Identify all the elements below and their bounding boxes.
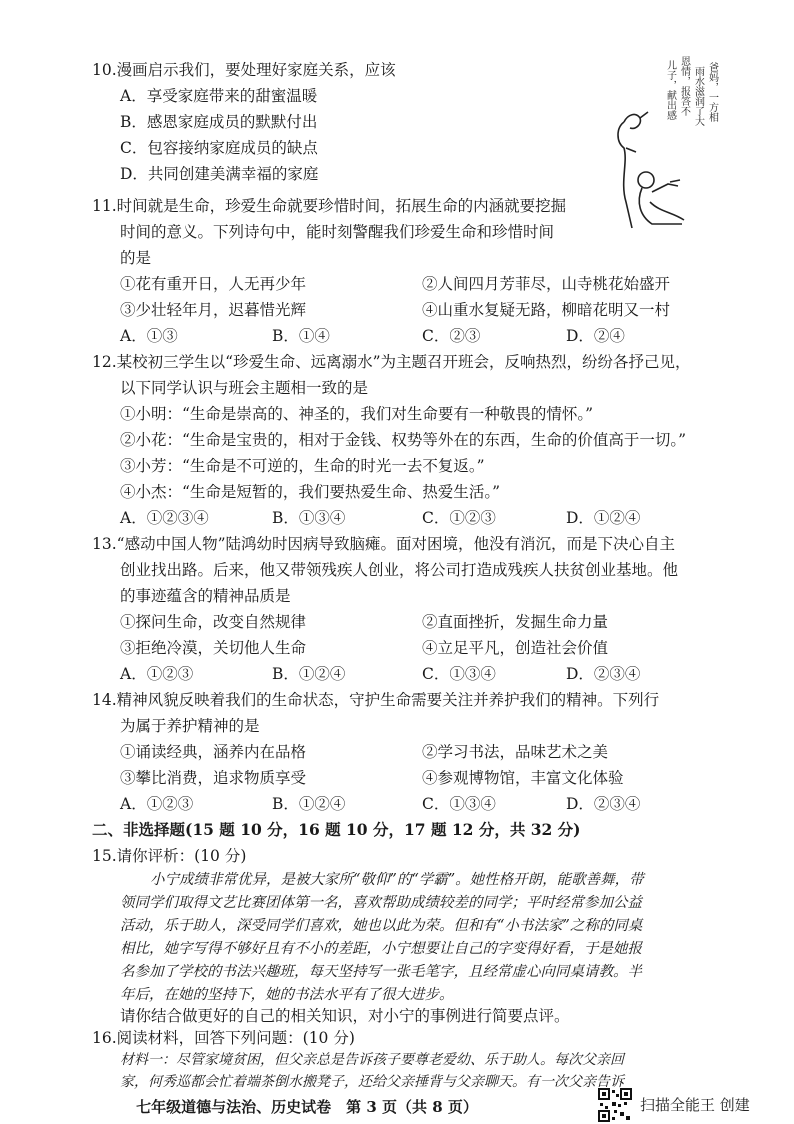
q12-item-4: ④小杰：“生命是短暂的，我们要热爱生命、热爱生活。” (120, 483, 501, 501)
q10-option-b: B．感恩家庭成员的默默付出 (120, 113, 318, 131)
q13-item-2: ②直面挫折，发掘生命力量 (422, 613, 609, 631)
q12-options (0, 505, 794, 531)
q16-para-line-2: 家，何秀巡都会忙着端茶倒水搬凳子，还给父亲捶背与父亲聊天。有一次父亲告诉 (120, 1074, 624, 1090)
q13-option-c: C．①③④ (422, 665, 496, 683)
q11-item-3: ③少壮轻年月，迟暮惜光辉 (120, 301, 307, 319)
cartoon-text-col-4: 儿子，献出感 (664, 60, 676, 120)
q13-stem-line-2: 创业找出路。后来，他又带领残疾人创业，将公司打造成残疾人扶贫创业基地。他 (120, 561, 679, 579)
page-footer: 七年级道德与法治、历史试卷 第 3 页（共 8 页） (136, 1098, 478, 1116)
q14-option-d: D．②③④ (566, 795, 641, 813)
q14-stem-line-1: 14.精神风貌反映着我们的生命状态，守护生命需要关注并养护我们的精神。下列行 (92, 691, 660, 709)
q15-para-line-1: 小宁成绩非常优异，是被大家所“敬仰”的“学霸”。她性格开朗，能歌善舞，带 (150, 872, 644, 888)
q11-item-1: ①花有重开日，人无再少年 (120, 275, 307, 293)
q10-option-a: A．享受家庭带来的甜蜜温暖 (120, 87, 318, 105)
q11-stem-line-1: 11.时间就是生命，珍爱生命就要珍惜时间，拓展生命的内涵就要挖掘 (92, 197, 567, 215)
q13-stem-line-3: 的事迹蕴含的精神品质是 (120, 587, 291, 605)
q14-item-1: ①诵读经典，涵养内在品格 (120, 743, 307, 761)
cartoon-text-col-2: 雨水滋润了大 (692, 66, 704, 126)
q10-stem: 10.漫画启示我们，要处理好家庭关系，应该 (92, 61, 396, 79)
q11-option-c: C．②③ (422, 327, 481, 345)
qr-code-icon (598, 1088, 632, 1122)
q14-item-4: ④参观博物馆，丰富文化体验 (422, 769, 624, 787)
q11-option-a: A．①③ (120, 327, 178, 345)
q15-title: 15.请你评析：(10 分) (92, 847, 247, 865)
q15-para-line-4: 相比，她字写得不够好且有不小的差距，小宁想要让自己的字变得好看，于是她报 (120, 941, 642, 957)
q12-item-2: ②小花：“生命是宝贵的，相对于金钱、权势等外在的东西，生命的价值高于一切。” (120, 431, 687, 449)
q13-item-1: ①探问生命，改变自然规律 (120, 613, 307, 631)
q12-stem-line-2: 以下同学认识与班会主题相一致的是 (120, 379, 369, 397)
q16-title: 16.阅读材料，回答下列问题：(10 分) (92, 1029, 355, 1047)
q11-option-d: D．②④ (566, 327, 625, 345)
q12-option-b: B．①③④ (272, 509, 346, 527)
q13-option-a: A．①②③ (120, 665, 194, 683)
q14-item-3: ③攀比消费，追求物质享受 (120, 769, 307, 787)
q14-options (0, 791, 794, 817)
q11-item-4: ④山重水复疑无路，柳暗花明又一村 (422, 301, 671, 319)
q16-para-line-1: 材料一：尽管家境贫困，但父亲总是告诉孩子要尊老爱幼、乐于助人。每次父亲回 (120, 1052, 624, 1068)
cartoon-drawing (618, 112, 684, 228)
q13-item-3: ③拒绝冷漠，关切他人生命 (120, 639, 307, 657)
q12-option-d: D．①②④ (566, 509, 641, 527)
q13-options (0, 661, 794, 687)
q11-option-b: B．①④ (272, 327, 330, 345)
q15-para-line-2: 领同学们取得文艺比赛团体第一名，喜欢帮助成绩较差的同学；平时经常参加公益 (120, 895, 642, 911)
q11-item-2: ②人间四月芳菲尽，山寺桃花始盛开 (422, 275, 671, 293)
q15-para-line-5: 名参加了学校的书法兴趣班，每天坚持写一张毛笔字，且经常虚心向同桌请教。半 (120, 964, 642, 980)
q14-option-c: C．①③④ (422, 795, 496, 813)
q12-option-c: C．①②③ (422, 509, 496, 527)
cartoon-illustration (612, 52, 720, 232)
q13-stem-line-1: 13.“感动中国人物”陆鸿幼时因病导致脑瘫。面对困境，他没有消沉，而是下决心自主 (92, 535, 676, 553)
q13-option-b: B．①②④ (272, 665, 346, 683)
q14-item-2: ②学习书法，品味艺术之美 (422, 743, 609, 761)
cartoon-text-col-3: 恩情，报答不 (678, 56, 690, 116)
q10-option-d: D．共同创建美满幸福的家庭 (120, 165, 319, 183)
q11-options (0, 323, 794, 349)
q12-option-a: A．①②③④ (120, 509, 209, 527)
q12-item-1: ①小明：“生命是崇高的、神圣的，我们对生命要有一种敬畏的情怀。” (120, 405, 594, 423)
q14-option-a: A．①②③ (120, 795, 194, 813)
q15-para-line-6: 年后，在她的坚持下，她的书法水平有了很大进步。 (120, 987, 454, 1003)
q13-option-d: D．②③④ (566, 665, 641, 683)
q10-option-c: C．包容接纳家庭成员的缺点 (120, 139, 318, 157)
q11-stem-line-3: 的是 (120, 249, 152, 267)
cartoon-text-col-1: 爸妈，一方相 (706, 62, 718, 122)
q11-stem-line-2: 时间的意义。下列诗句中，能时刻警醒我们珍爱生命和珍惜时间 (120, 223, 555, 241)
q12-stem-line-1: 12.某校初三学生以“珍爱生命、远离溺水”为主题召开班会，反响热烈，纷纷各抒己见， (92, 353, 691, 371)
q15-para-line-3: 活动，乐于助人，深受同学们喜欢，她也以此为荣。但和有“小书法家”之称的同桌 (120, 918, 643, 934)
q15-ask: 请你结合做更好的自己的相关知识，对小宁的事例进行简要点评。 (120, 1007, 570, 1025)
q13-item-4: ④立足平凡，创造社会价值 (422, 639, 609, 657)
scanner-watermark: 扫描全能王 创建 (640, 1096, 750, 1114)
q12-item-3: ③小芳：“生命是不可逆的，生命的时光一去不复返。” (120, 457, 485, 475)
q14-option-b: B．①②④ (272, 795, 346, 813)
section-2-heading: 二、非选择题(15 题 10 分，16 题 10 分，17 题 12 分，共 32 分) (92, 820, 581, 839)
q14-stem-line-2: 为属于养护精神的是 (120, 717, 260, 735)
